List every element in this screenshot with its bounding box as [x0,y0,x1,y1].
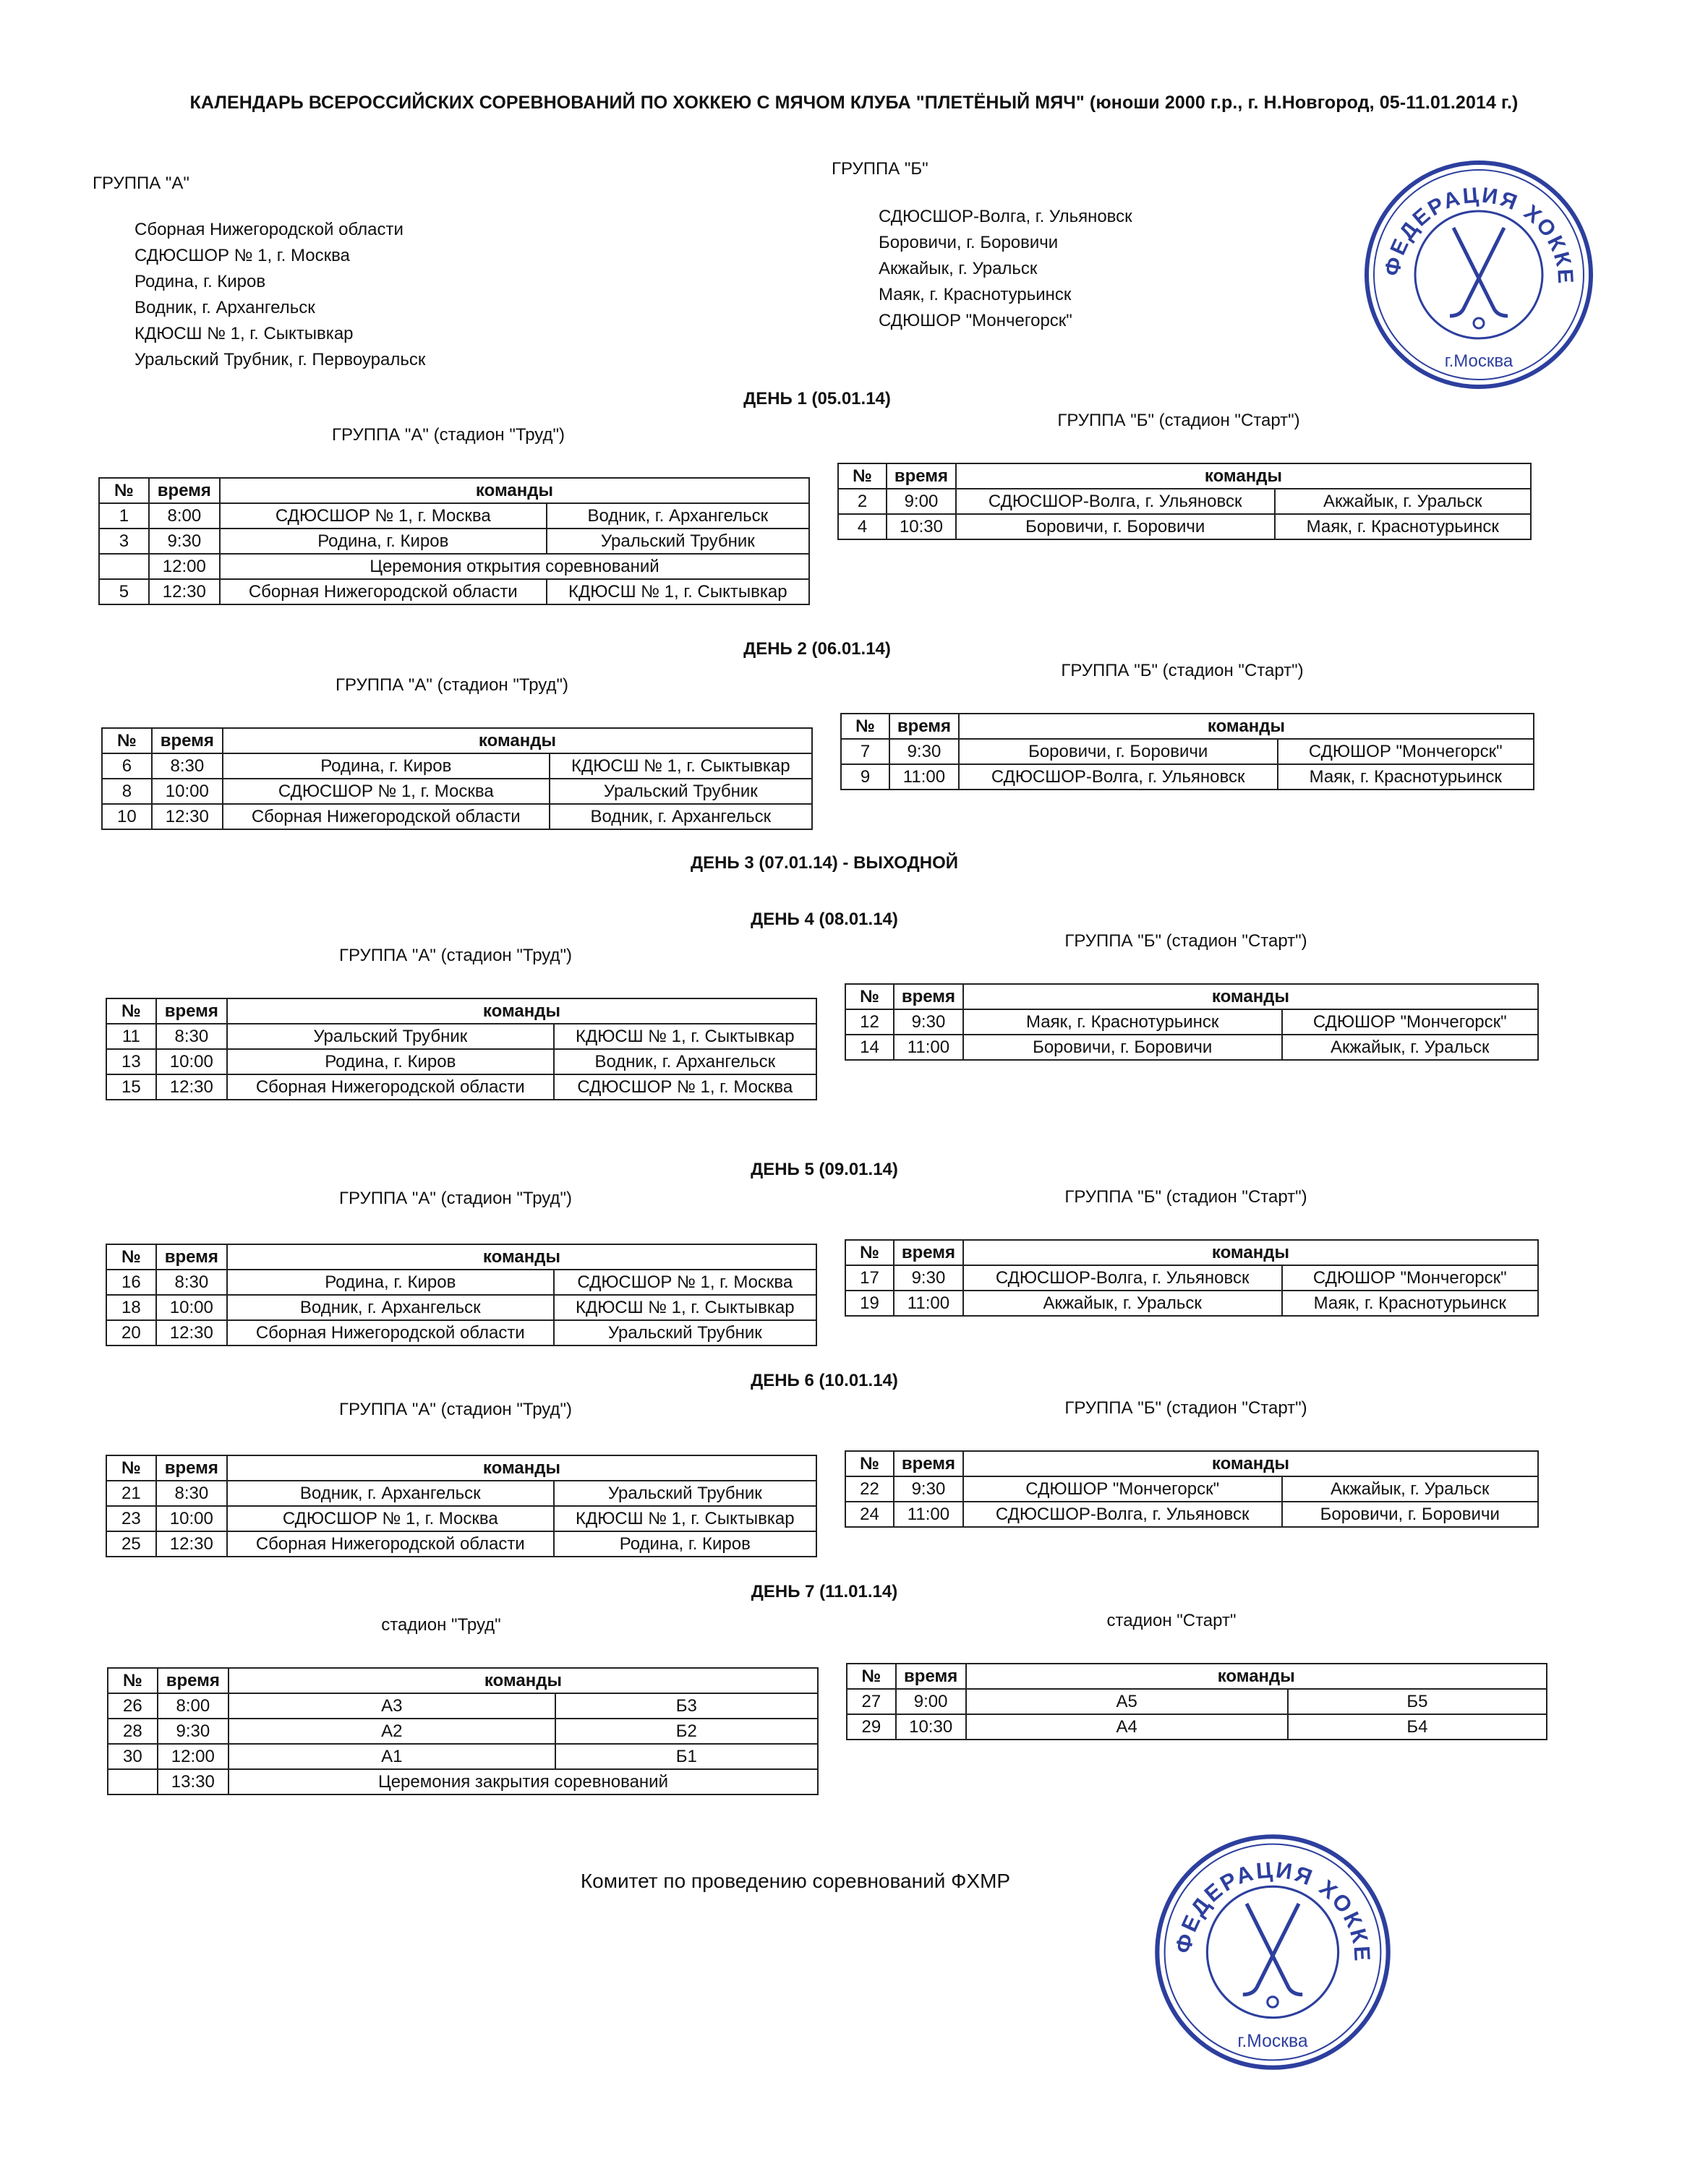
venue-left: ГРУППА "А" (стадион "Труд") [339,1189,572,1208]
header-time: время [158,1668,229,1693]
federation-stamp [1359,155,1598,394]
ceremony-cell: Церемония закрытия соревнований [229,1769,818,1794]
table-row [845,1502,1538,1527]
game-number-cell: 21 [106,1481,156,1506]
home-team-cell: Родина, г. Киров [220,529,547,554]
away-team-cell: Родина, г. Киров [554,1531,816,1557]
header-num: № [845,984,894,1009]
table-header-row [838,463,1531,489]
home-team-cell: Сборная Нижегородской области [223,804,550,829]
game-number-cell [108,1769,158,1794]
home-team-cell: Сборная Нижегородской области [220,579,547,604]
game-number-cell: 9 [841,764,889,790]
header-time: время [152,728,223,753]
home-team-cell: СДЮСШОР № 1, г. Москва [220,503,547,529]
header-teams: команды [227,998,816,1024]
game-time-cell: 9:30 [894,1476,963,1502]
home-team-cell: Боровичи, г. Боровичи [959,739,1278,764]
stamp-city-text: г.Москва [1237,2031,1308,2051]
game-number-cell: 19 [845,1291,894,1316]
game-time-cell: 10:30 [887,514,956,539]
table-row [106,1270,816,1295]
game-time-cell: 8:00 [149,503,220,529]
game-time-cell: 9:30 [894,1009,963,1035]
table-header-row [102,728,812,753]
game-number-cell: 8 [102,779,152,804]
game-number-cell: 24 [845,1502,894,1527]
header-num: № [847,1664,896,1689]
home-team-cell: Боровичи, г. Боровичи [963,1035,1282,1060]
game-number-cell: 7 [841,739,889,764]
away-team-cell: Водник, г. Архангельск [547,503,809,529]
away-team-cell: СДЮШОР "Мончегорск" [1278,739,1534,764]
ceremony-cell: Церемония открытия соревнований [220,554,809,579]
header-num: № [99,478,149,503]
away-team-cell: Боровичи, г. Боровичи [1282,1502,1538,1527]
table-header-row [845,1240,1538,1265]
table-row [108,1719,818,1744]
header-time: время [149,478,220,503]
table-row [106,1074,816,1100]
game-time-cell: 9:00 [896,1689,966,1714]
game-time-cell: 11:00 [894,1035,963,1060]
schedule-table [840,713,1534,790]
header-teams: команды [959,714,1534,739]
footer-committee: Комитет по проведению соревнований ФХМР [580,1870,1011,1892]
game-number-cell: 3 [99,529,149,554]
home-team-cell: СДЮСШОР-Волга, г. Ульяновск [963,1265,1282,1291]
day-title: ДЕНЬ 7 (11.01.14) [751,1582,898,1601]
home-team-cell: Водник, г. Архангельск [227,1295,554,1320]
table-header-row [106,998,816,1024]
group-a-team-list [134,217,425,373]
table-row [106,1531,816,1557]
table-row [102,804,812,829]
game-number-cell: 25 [106,1531,156,1557]
stamp-graphic [1359,155,1598,394]
header-teams: команды [227,1244,816,1270]
venue-left: ГРУППА "А" (стадион "Труд") [336,675,568,695]
team-item: Акжайык, г. Уральск [879,259,1038,278]
game-time-cell: 8:30 [152,753,223,779]
header-teams: команды [223,728,812,753]
game-number-cell: 28 [108,1719,158,1744]
away-team-cell: Б2 [555,1719,818,1744]
game-number-cell: 30 [108,1744,158,1769]
schedule-table [845,983,1539,1061]
game-number-cell: 16 [106,1270,156,1295]
table-row [845,1291,1538,1316]
home-team-cell: Уральский Трубник [227,1024,554,1049]
table-row [106,1024,816,1049]
header-num: № [841,714,889,739]
game-number-cell: 2 [838,489,887,514]
home-team-cell: Сборная Нижегородской области [227,1320,554,1346]
game-time-cell: 9:30 [158,1719,229,1744]
game-number-cell: 15 [106,1074,156,1100]
game-time-cell: 8:30 [156,1024,227,1049]
header-time: время [894,984,963,1009]
federation-stamp [1150,1829,1396,2075]
away-team-cell: Уральский Трубник [547,529,809,554]
away-team-cell: Маяк, г. Краснотурьинск [1278,764,1534,790]
header-teams: команды [220,478,809,503]
group-b-team-list [879,204,1132,334]
table-header-row [106,1455,816,1481]
away-team-cell: Б1 [555,1744,818,1769]
table-row [845,1035,1538,1060]
away-team-cell: КДЮСШ № 1, г. Сыктывкар [547,579,809,604]
venue-left: ГРУППА "А" (стадион "Труд") [339,946,572,965]
game-time-cell: 12:30 [149,579,220,604]
game-number-cell: 4 [838,514,887,539]
home-team-cell: СДЮСШОР № 1, г. Москва [223,779,550,804]
header-time: время [156,1455,227,1481]
table-row [106,1049,816,1074]
game-time-cell: 9:00 [887,489,956,514]
away-team-cell: Акжайык, г. Уральск [1282,1476,1538,1502]
game-number-cell: 12 [845,1009,894,1035]
home-team-cell: Акжайык, г. Уральск [963,1291,1282,1316]
table-row [106,1320,816,1346]
team-item: Маяк, г. Краснотурьинск [879,285,1072,304]
header-num: № [845,1451,894,1476]
table-row [106,1506,816,1531]
home-team-cell: А1 [229,1744,555,1769]
schedule-table [846,1663,1547,1740]
game-time-cell: 9:30 [149,529,220,554]
away-team-cell: КДЮСШ № 1, г. Сыктывкар [550,753,812,779]
home-team-cell: Маяк, г. Краснотурьинск [963,1009,1282,1035]
home-team-cell: Водник, г. Архангельск [227,1481,554,1506]
table-row [845,1265,1538,1291]
header-teams: команды [227,1455,816,1481]
home-team-cell: Сборная Нижегородской области [227,1531,554,1557]
schedule-table [106,1455,817,1557]
table-row [99,503,809,529]
schedule-table [106,1244,817,1346]
away-team-cell: КДЮСШ № 1, г. Сыктывкар [554,1024,816,1049]
away-team-cell: СДЮШОР "Мончегорск" [1282,1265,1538,1291]
header-time: время [896,1664,966,1689]
game-number-cell: 1 [99,503,149,529]
away-team-cell: СДЮСШОР № 1, г. Москва [554,1270,816,1295]
home-team-cell: СДЮШОР "Мончегорск" [963,1476,1282,1502]
game-number-cell [99,554,149,579]
game-time-cell: 12:30 [156,1074,227,1100]
home-team-cell: СДЮСШОР-Волга, г. Ульяновск [956,489,1275,514]
table-header-row [845,984,1538,1009]
game-number-cell: 14 [845,1035,894,1060]
game-time-cell: 9:30 [894,1265,963,1291]
team-item: СДЮСШОР № 1, г. Москва [134,246,350,265]
game-number-cell: 13 [106,1049,156,1074]
game-time-cell: 9:30 [889,739,959,764]
game-number-cell: 26 [108,1693,158,1719]
game-time-cell: 11:00 [889,764,959,790]
away-team-cell: Уральский Трубник [554,1481,816,1506]
table-header-row [99,478,809,503]
home-team-cell: Родина, г. Киров [227,1270,554,1295]
table-row [106,1295,816,1320]
team-item: СДЮШОР "Мончегорск" [879,311,1072,330]
header-time: время [894,1451,963,1476]
stamp-arc-text: ФЕДЕРАЦИЯ ХОККЕ [1380,183,1578,286]
venue-right: ГРУППА "Б" (стадион "Старт") [1057,411,1300,430]
game-time-cell: 10:00 [156,1049,227,1074]
away-team-cell: Уральский Трубник [550,779,812,804]
schedule-table [106,998,817,1100]
away-team-cell: Б3 [555,1693,818,1719]
header-num: № [106,998,156,1024]
game-number-cell: 5 [99,579,149,604]
header-num: № [102,728,152,753]
home-team-cell: СДЮСШОР № 1, г. Москва [227,1506,554,1531]
home-team-cell: Боровичи, г. Боровичи [956,514,1275,539]
home-team-cell: СДЮСШОР-Волга, г. Ульяновск [963,1502,1282,1527]
header-num: № [106,1455,156,1481]
header-teams: команды [966,1664,1547,1689]
header-teams: команды [963,1451,1538,1476]
schedule-table [837,463,1532,540]
team-item: Уральский Трубник, г. Первоуральск [134,350,426,369]
game-time-cell: 12:30 [156,1531,227,1557]
game-time-cell: 8:00 [158,1693,229,1719]
header-num: № [108,1668,158,1693]
table-row [99,579,809,604]
group-b-label: ГРУППА "Б" [832,159,928,179]
header-time: время [156,1244,227,1270]
game-number-cell: 23 [106,1506,156,1531]
table-row [847,1714,1547,1740]
venue-left: ГРУППА "А" (стадион "Труд") [332,425,565,445]
away-team-cell: КДЮСШ № 1, г. Сыктывкар [554,1506,816,1531]
away-team-cell: Б5 [1288,1689,1547,1714]
day-title: ДЕНЬ 2 (06.01.14) [743,639,891,659]
venue-left: стадион "Труд" [381,1615,501,1635]
home-team-cell: Родина, г. Киров [223,753,550,779]
venue-right: ГРУППА "Б" (стадион "Старт") [1064,1398,1307,1418]
team-item: Родина, г. Киров [134,272,266,291]
away-team-cell: Акжайык, г. Уральск [1275,489,1531,514]
game-time-cell: 12:00 [149,554,220,579]
game-number-cell: 17 [845,1265,894,1291]
venue-left: ГРУППА "А" (стадион "Труд") [339,1400,572,1419]
game-time-cell: 8:30 [156,1270,227,1295]
home-team-cell: А4 [966,1714,1288,1740]
game-time-cell: 10:00 [156,1295,227,1320]
away-team-cell: Б4 [1288,1714,1547,1740]
game-number-cell: 20 [106,1320,156,1346]
team-item: КДЮСШ № 1, г. Сыктывкар [134,324,354,343]
header-teams: команды [963,984,1538,1009]
away-team-cell: Водник, г. Архангельск [554,1049,816,1074]
table-row [99,554,809,579]
venue-right: ГРУППА "Б" (стадион "Старт") [1061,661,1304,680]
game-time-cell: 12:30 [152,804,223,829]
home-team-cell: Сборная Нижегородской области [227,1074,554,1100]
away-team-cell: КДЮСШ № 1, г. Сыктывкар [554,1295,816,1320]
home-team-cell: Родина, г. Киров [227,1049,554,1074]
stamp-graphic [1150,1829,1396,2075]
table-row [838,489,1531,514]
header-num: № [845,1240,894,1265]
group-a-label: ГРУППА "А" [93,174,189,193]
schedule-table [101,727,813,830]
team-item: СДЮСШОР-Волга, г. Ульяновск [879,207,1132,226]
day-title: ДЕНЬ 1 (05.01.14) [743,389,891,408]
header-time: время [887,463,956,489]
table-header-row [845,1451,1538,1476]
header-teams: команды [956,463,1531,489]
header-time: время [156,998,227,1024]
page-title: КАЛЕНДАРЬ ВСЕРОССИЙСКИХ СОРЕВНОВАНИЙ ПО ХОККЕЮ С МЯЧОМ КЛУБА "ПЛЕТЁНЫЙ МЯЧ" (юноши 2000 г.р., г. Н.Новгород, 05-11.01.2014 г.) [189,93,1519,113]
game-time-cell: 11:00 [894,1291,963,1316]
table-row [102,753,812,779]
game-number-cell: 22 [845,1476,894,1502]
game-time-cell: 11:00 [894,1502,963,1527]
game-number-cell: 27 [847,1689,896,1714]
game-number-cell: 18 [106,1295,156,1320]
table-row [845,1009,1538,1035]
home-team-cell: А2 [229,1719,555,1744]
game-number-cell: 29 [847,1714,896,1740]
team-item: Водник, г. Архангельск [134,298,315,317]
venue-right: стадион "Старт" [1106,1611,1237,1630]
table-row [108,1769,818,1794]
table-header-row [841,714,1534,739]
away-team-cell: Маяк, г. Краснотурьинск [1275,514,1531,539]
game-time-cell: 10:00 [152,779,223,804]
away-team-cell: СДЮШОР "Мончегорск" [1282,1009,1538,1035]
rest-day: ДЕНЬ 3 (07.01.14) - ВЫХОДНОЙ [690,853,959,873]
table-row [99,529,809,554]
stamp-arc-text: ФЕДЕРАЦИЯ ХОККЕ [1170,1857,1375,1964]
table-row [841,739,1534,764]
game-number-cell: 6 [102,753,152,779]
away-team-cell: Уральский Трубник [554,1320,816,1346]
game-time-cell: 10:00 [156,1506,227,1531]
game-time-cell: 8:30 [156,1481,227,1506]
table-row [838,514,1531,539]
table-row [847,1689,1547,1714]
schedule-table [845,1450,1539,1528]
venue-right: ГРУППА "Б" (стадион "Старт") [1064,1187,1307,1207]
header-num: № [838,463,887,489]
header-num: № [106,1244,156,1270]
schedule-table [845,1239,1539,1317]
table-row [108,1744,818,1769]
game-time-cell: 10:30 [896,1714,966,1740]
game-time-cell: 12:00 [158,1744,229,1769]
away-team-cell: Маяк, г. Краснотурьинск [1282,1291,1538,1316]
stamp-city-text: г.Москва [1444,351,1513,371]
schedule-table [107,1667,819,1795]
venue-right: ГРУППА "Б" (стадион "Старт") [1064,931,1307,951]
header-time: время [889,714,959,739]
home-team-cell: СДЮСШОР-Волга, г. Ульяновск [959,764,1278,790]
team-item: Боровичи, г. Боровичи [879,233,1059,252]
header-teams: команды [229,1668,818,1693]
table-header-row [847,1664,1547,1689]
game-number-cell: 11 [106,1024,156,1049]
day-title: ДЕНЬ 6 (10.01.14) [751,1371,898,1390]
table-row [106,1481,816,1506]
header-time: время [894,1240,963,1265]
table-row [845,1476,1538,1502]
table-header-row [106,1244,816,1270]
table-row [841,764,1534,790]
day-title: ДЕНЬ 4 (08.01.14) [751,910,898,929]
table-header-row [108,1668,818,1693]
table-row [108,1693,818,1719]
home-team-cell: А5 [966,1689,1288,1714]
game-time-cell: 12:30 [156,1320,227,1346]
away-team-cell: Акжайык, г. Уральск [1282,1035,1538,1060]
away-team-cell: СДЮСШОР № 1, г. Москва [554,1074,816,1100]
away-team-cell: Водник, г. Архангельск [550,804,812,829]
day-title: ДЕНЬ 5 (09.01.14) [751,1160,898,1179]
game-number-cell: 10 [102,804,152,829]
header-teams: команды [963,1240,1538,1265]
team-item: Сборная Нижегородской области [134,220,403,239]
table-row [102,779,812,804]
home-team-cell: А3 [229,1693,555,1719]
schedule-table [98,477,810,605]
game-time-cell: 13:30 [158,1769,229,1794]
